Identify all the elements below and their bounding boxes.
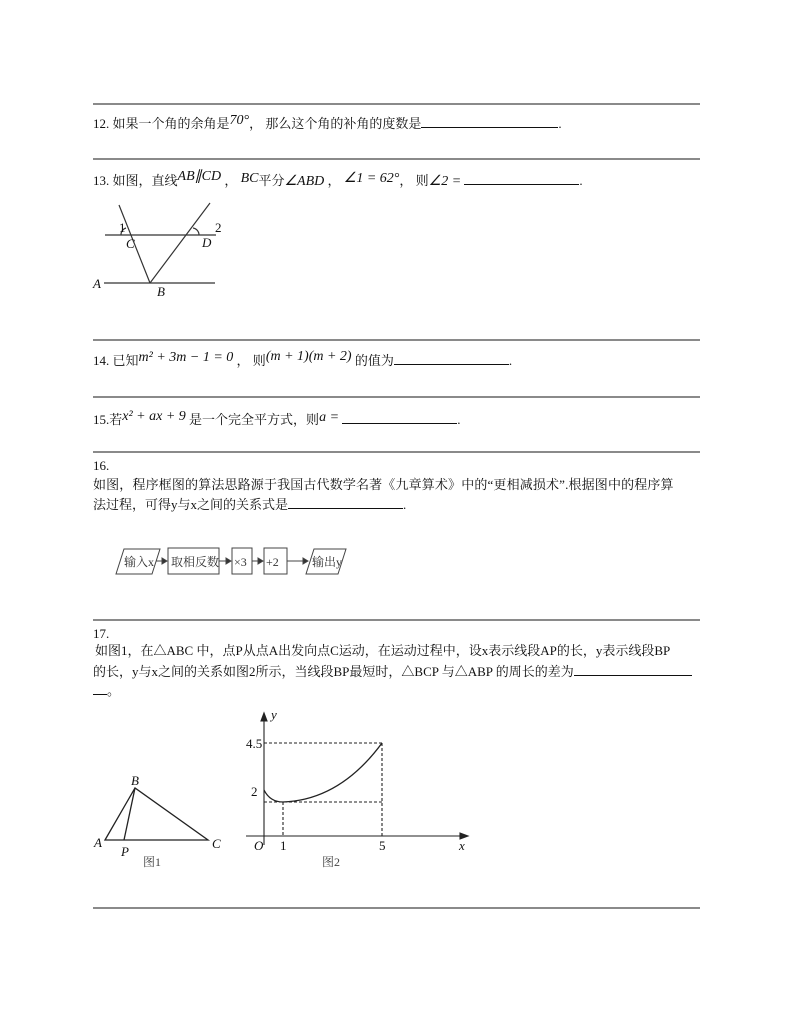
question-number: 16. (93, 458, 110, 473)
y-tick-2: 2 (251, 784, 258, 799)
question-text: 已知 (112, 353, 139, 368)
period: 。 (107, 683, 121, 698)
label-p: P (121, 844, 129, 859)
question-text: 若 (109, 412, 123, 427)
period: . (579, 173, 583, 188)
label-a: A (94, 835, 102, 850)
y-tick-4-5: 4.5 (246, 736, 263, 751)
period: . (508, 353, 513, 368)
flow-times3-label: ×3 (234, 555, 247, 569)
question-number: 13. (93, 173, 110, 188)
angle-2-arc (193, 228, 199, 235)
origin-label: O (254, 838, 264, 853)
math-expression: ∠ABD (284, 174, 325, 189)
period: . (457, 412, 461, 427)
question-text: 如图1，在△ABC 中，点P从点A出发向点C运动，在运动过程中，设x表示线段AP的长，y表示线段BP (95, 643, 671, 658)
label-d: D (202, 235, 212, 250)
q17-figure2 (246, 713, 468, 845)
question-text: 如果一个角的余角是 (112, 116, 230, 131)
math-expression: (m + 1)(m + 2) (265, 349, 352, 364)
math-expression: AB∥CD (177, 169, 222, 184)
question-number: 12. (93, 116, 110, 131)
math-expression: ∠1 = 62° (343, 171, 400, 186)
math-expression: ∠2 = (428, 174, 462, 189)
question-text: 是一个完全平方式，则 (189, 412, 320, 427)
question-number: 17. (93, 626, 110, 641)
x-tick-5: 5 (379, 838, 386, 853)
q17-fig2-labels (246, 707, 465, 869)
label-a: A (93, 276, 101, 291)
question-text: 则 (415, 173, 429, 188)
question-text: 如图，程序框图的算法思路源于我国古代数学名著《九章算术》中的“更相减损术”.根据图中的程序算 (93, 477, 674, 492)
label-b: B (157, 284, 165, 299)
math-expression: BC (240, 171, 259, 186)
label-1: 1 (119, 220, 126, 235)
label-c: C (212, 836, 221, 851)
question-number: 15. (93, 412, 110, 427)
q13-figure (104, 203, 216, 283)
question-text: 法过程，可得y与x之间的关系式是 (93, 497, 289, 512)
question-text: 如图，直线 (112, 173, 178, 188)
bp-length-curve (264, 743, 382, 802)
math-expression: a = (319, 410, 340, 425)
question-text: 平分 (258, 173, 285, 188)
q13-labels (92, 220, 222, 299)
guide-lines (264, 743, 382, 836)
period: . (558, 116, 562, 131)
flow-input-label: 输入x (124, 555, 155, 569)
question-number: 14. (93, 353, 110, 368)
flow-output-label: 输出y (312, 555, 343, 569)
question-text: ， 那么这个角的补角的度数是 (249, 116, 422, 131)
comma: ， (399, 173, 413, 188)
line-bd (150, 203, 210, 283)
figure2-caption: 图2 (322, 855, 341, 869)
label-c: C (126, 236, 135, 251)
comma: ， (224, 173, 238, 188)
question-text: 则 (252, 353, 266, 368)
question-text: 的长，y与x之间的关系如图2所示，当线段BP最短时，△BCP 与△ABP 的周长的差为 (93, 664, 574, 679)
x-tick-1: 1 (280, 838, 287, 853)
comma: ， (327, 173, 341, 188)
flow-plus2-label: +2 (266, 555, 279, 569)
x-axis-label: x (459, 838, 465, 853)
figure1-caption: 图1 (143, 855, 162, 869)
period: . (403, 497, 407, 512)
triangle-abc (105, 788, 208, 840)
math-expression: m² + 3m − 1 = 0 (138, 350, 234, 365)
math-expression: 70° (229, 113, 250, 128)
label-b: B (131, 773, 139, 788)
q17-fig1-labels (93, 773, 221, 869)
question-text: 的值为 (354, 353, 394, 368)
q17-figure1 (105, 788, 208, 840)
segment-bp (124, 788, 135, 840)
flow-negate-label: 取相反数 (171, 555, 220, 569)
y-axis-label: y (271, 707, 277, 722)
math-expression: x² + ax + 9 (122, 409, 186, 424)
label-2: 2 (215, 220, 222, 235)
comma: ， (236, 353, 250, 368)
